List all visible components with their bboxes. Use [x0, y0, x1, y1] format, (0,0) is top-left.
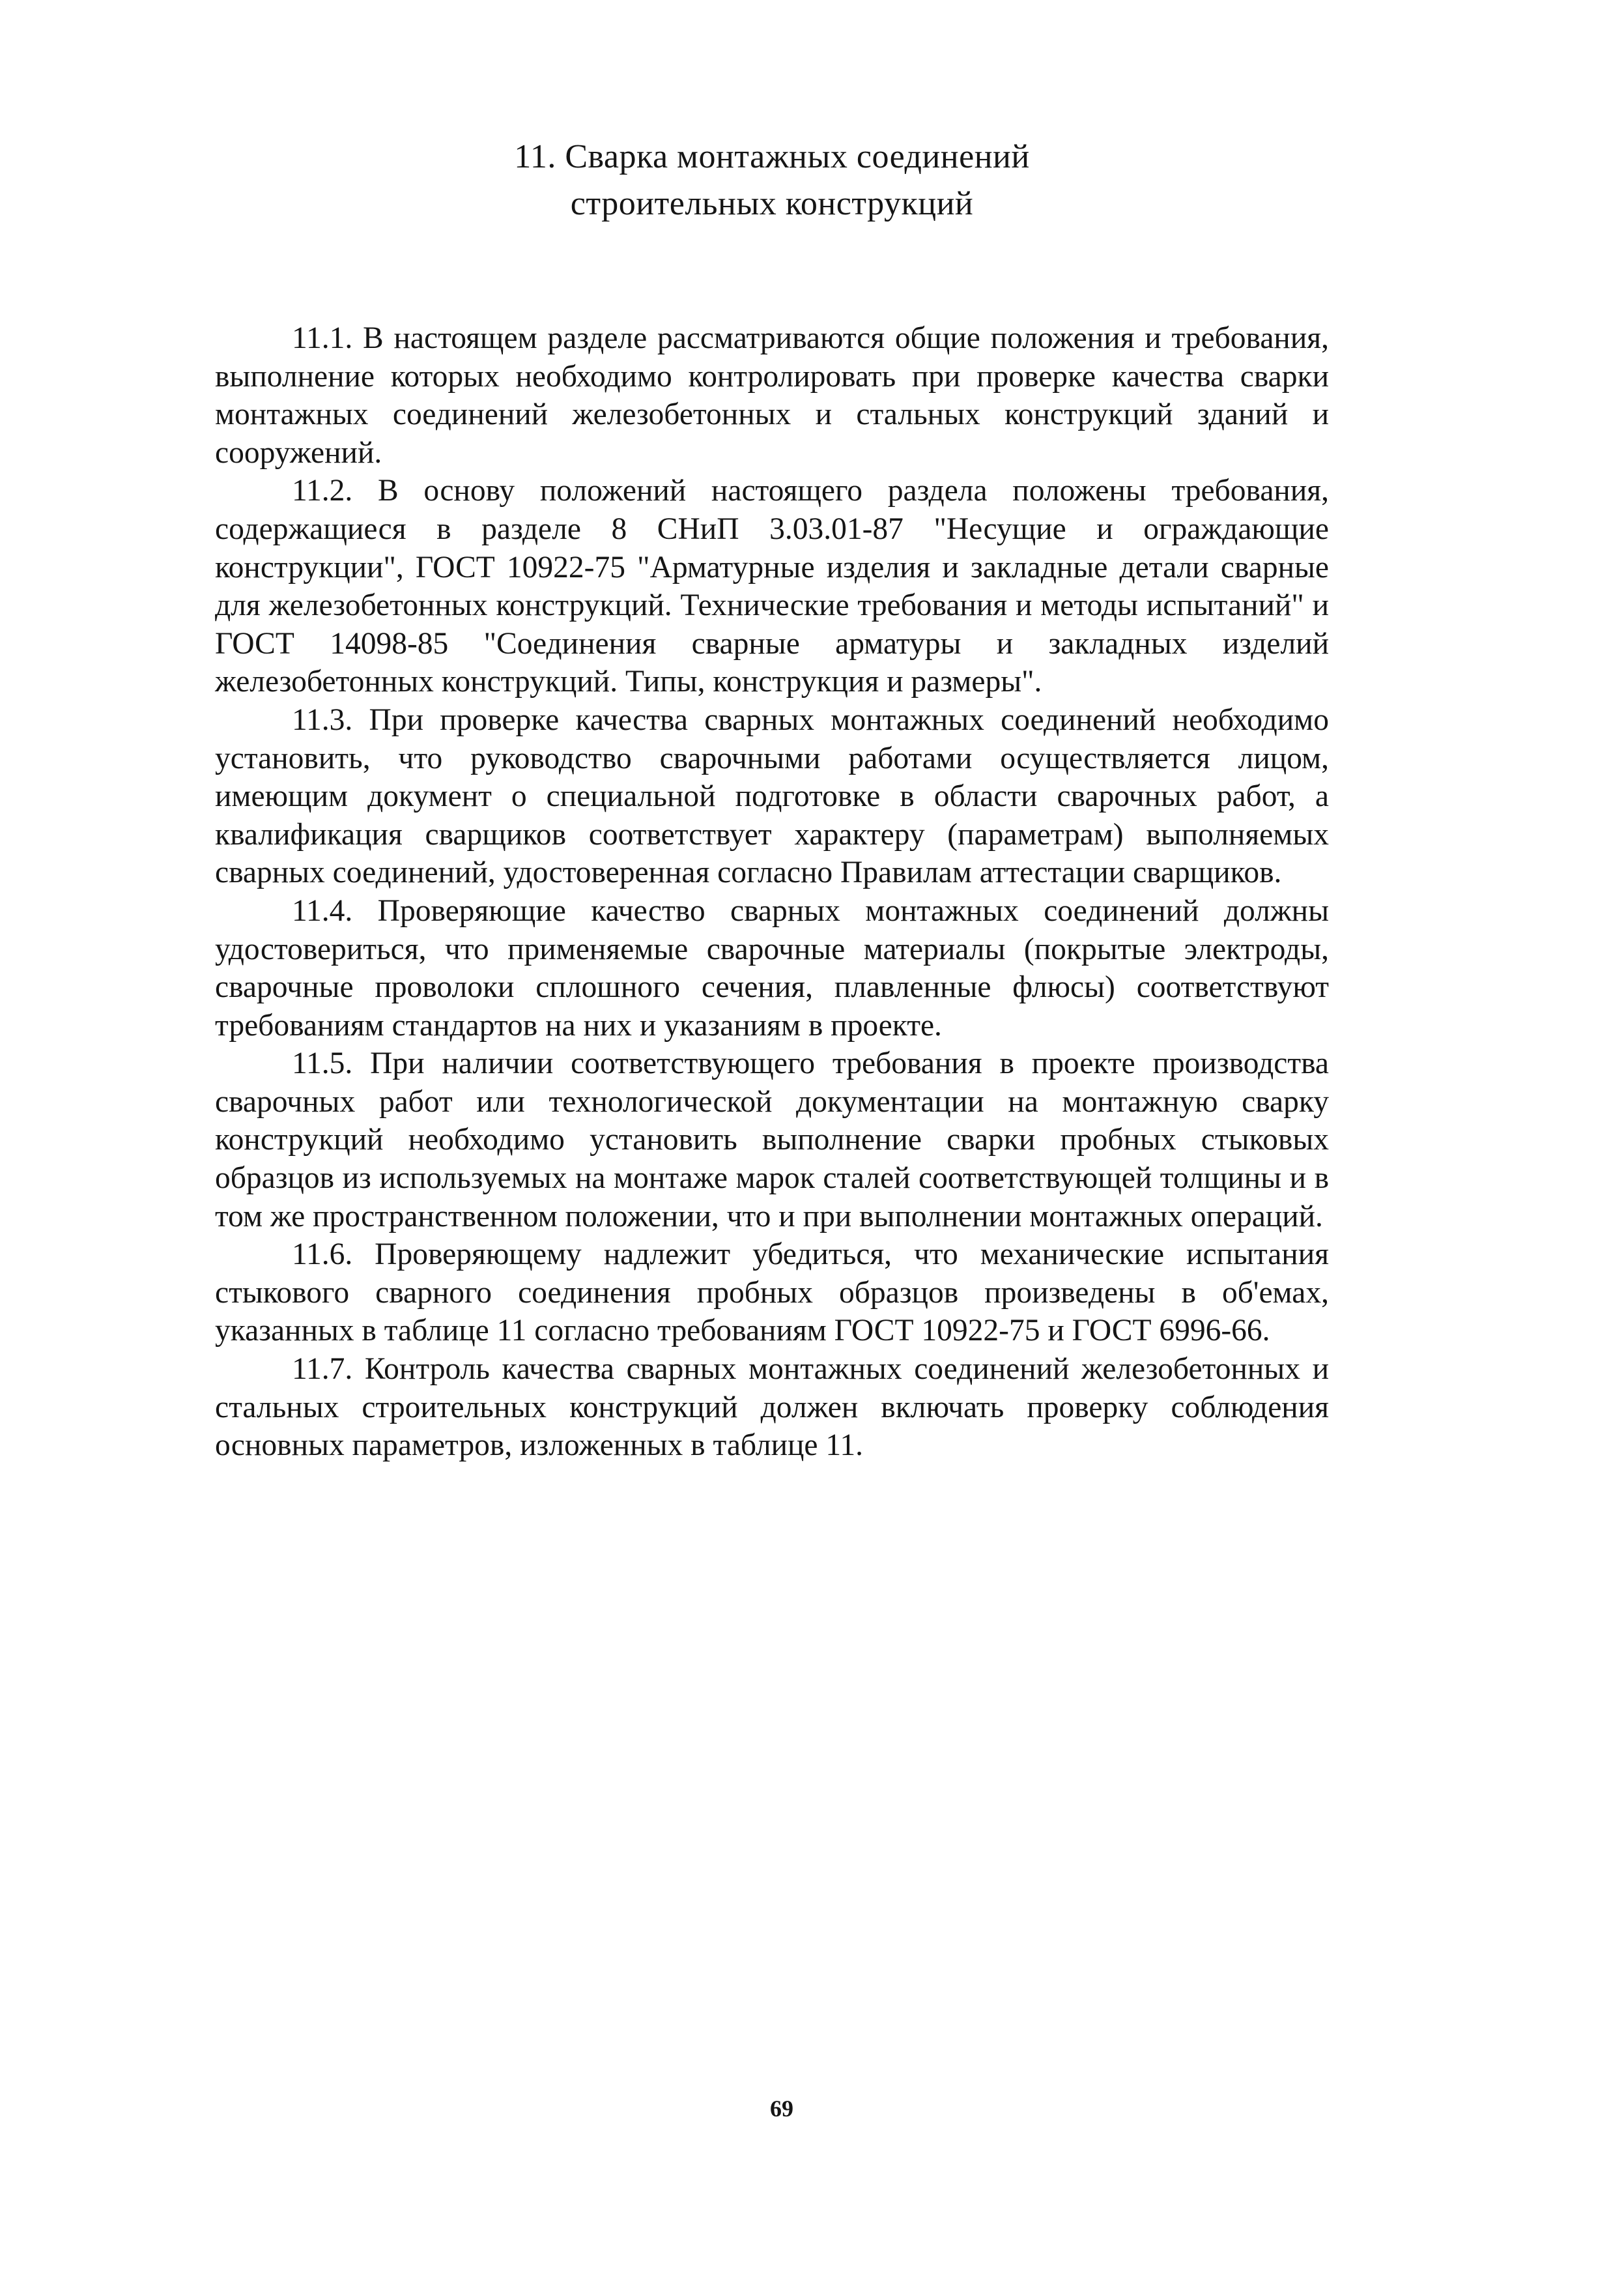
section-title-line-2: строительных конструкций [570, 185, 974, 222]
paragraph-11-1: 11.1. В настоящем разделе рассматриваются общие положения и требования, выполнение которых необходимо контролировать при проверке качества сварки монтажных соединений железобетонных и стальных конструкций зданий и сооружений. [215, 321, 1329, 470]
section-body [215, 319, 1329, 1465]
page-number: 69 [770, 2096, 793, 2122]
paragraph-11-7: 11.7. Контроль качества сварных монтажных соединений железобетонных и стальных строительных конструкций должен включать проверку соблюдения основных параметров, изложенных в таблице 11. [215, 1352, 1329, 1463]
paragraph-11-3: 11.3. При проверке качества сварных монтажных соединений необходимо установить, что руководство сварочными работами осуществляется лицом, имеющим документ о специальной подготовке в области сварочных работ, а квалификация сварщиков соответствует характеру (параметрам) выполняемых сварных соединений, удостоверенная согласно Правилам аттестации сварщиков. [215, 702, 1329, 890]
paragraph-11-2: 11.2. В основу положений настоящего раздела положены требования, содержащиеся в разделе 8 СНиП 3.03.01-87 "Несущие и ограждающие конструкции", ГОСТ 10922-75 "Арматурные изделия и закладные детали сварные для железобетонных конструкций. Технические требования и методы испытаний" и ГОСТ 14098-85 "Соединения сварные арматуры и закладных изделий железобетонных конструкций. Типы, конструкция и размеры". [215, 474, 1329, 699]
paragraph-11-4: 11.4. Проверяющие качество сварных монтажных соединений должны удостовериться, что применяемые сварочные материалы (покрытые электроды, сварочные проволоки сплошного сечения, плавленные флюсы) соответствуют требованиям стандартов на них и указаниям в проекте. [215, 893, 1329, 1043]
section-title-line-1: 11. Сварка монтажных соединений [514, 138, 1030, 175]
paragraph-11-6: 11.6. Проверяющему надлежит убедиться, что механические испытания стыкового сварного соединения пробных образцов произведены в об'емах, указанных в таблице 11 согласно требованиям ГОСТ 10922-75 и ГОСТ 6996-66. [215, 1237, 1329, 1348]
section-title [215, 134, 1329, 227]
paragraph-11-5: 11.5. При наличии соответствующего требования в проекте производства сварочных работ или технологической документации на монтажную сварку конструкций необходимо установить выполнение сварки пробных стыковых образцов из используемых на монтаже марок сталей соответствующей толщины и в том же пространственном положении, что и при выполнении монтажных операций. [215, 1046, 1329, 1233]
